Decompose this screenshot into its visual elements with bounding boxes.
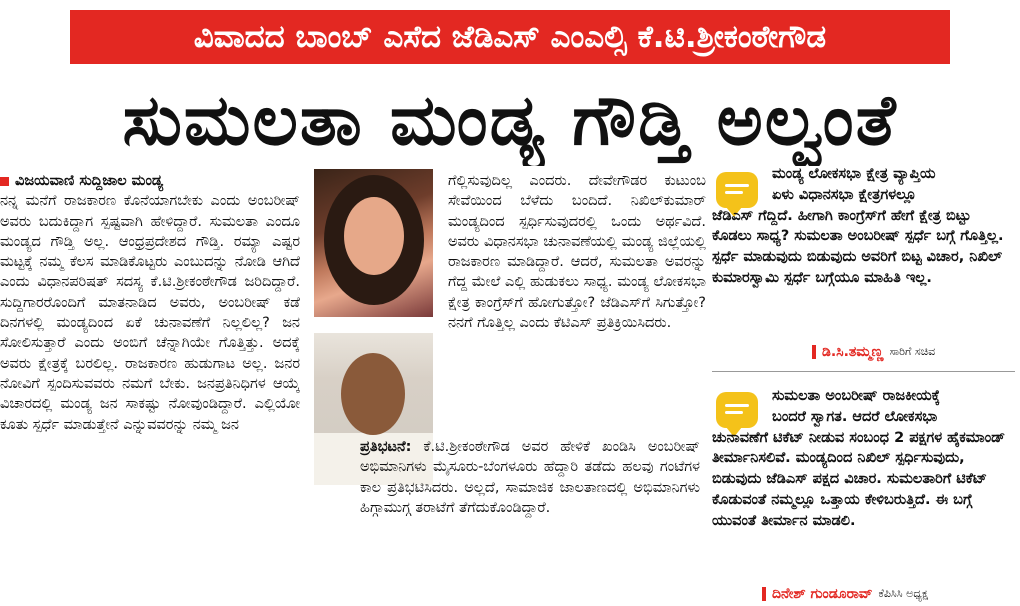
dateline-square-icon: [0, 177, 9, 186]
quote-name: ಡಿ.ಸಿ.ತಮ್ಮಣ್ಣ: [822, 344, 884, 360]
photo-face: [341, 353, 405, 435]
quote-name: ದಿನೇಶ್ ಗುಂಡೂರಾವ್: [772, 586, 873, 602]
reaction-label: ಪ್ರತಿಭಟನೆ:: [360, 439, 412, 455]
article-column-2-bottom: [360, 437, 700, 606]
headline: ಸುಮಲತಾ ಮಂಡ್ಯ ಗೌಡ್ತಿ ಅಲ್ವಂತೆ: [122, 79, 898, 161]
quote-rest: ಜೆಡಿಎಸ್ ಗೆದ್ದಿದೆ. ಹೀಗಾಗಿ ಕಾಂಗ್ರೆಸ್‌ಗೆ ಹೇಗೆ ಕ್ಷೇತ್ರ ಬಿಟ್ಟು ಕೊಡಲು ಸಾಧ್ಯ? ಸುಮಲತಾ ಅಂಬರೀಷ್ ಸ್ಪರ್ಧೆ ಬಗ್ಗೆ ಗೊತ್ತಿಲ್ಲ. ಸ್ಪರ್ಧೆ ಮಾಡುವುದು ಬಿಡುವುದು ಅವರಿಗೆ ಬಿಟ್ಟ ವಿಚಾರ, ನಿಖಿಲ್ ಕುಮಾರಸ್ವಾಮಿ ಸ್ಪರ್ಧೆ ಬಗ್ಗೆಯೂ ಮಾಹಿತಿ ಇಲ್ಲ.: [712, 207, 1004, 286]
attribution-bar: [812, 345, 816, 359]
quote-attribution: [762, 584, 928, 605]
quote-box-dinesh: [712, 380, 1015, 606]
dateline: [0, 171, 300, 191]
attribution-bar: [762, 587, 766, 601]
quote-attribution: [812, 342, 935, 363]
dateline-text: ವಿಜಯವಾಣಿ ಸುದ್ದಿಜಾಲ ಮಂಡ್ಯ: [15, 173, 164, 189]
article-column-1: [0, 171, 300, 606]
quote-line-2: ಏಳು ವಿಧಾನಸಭಾ ಕ್ಷೇತ್ರಗಳಲ್ಲೂ: [772, 186, 917, 203]
photo-face: [344, 197, 404, 275]
quote-divider: [712, 371, 1015, 372]
sumalatha-photo: [314, 169, 433, 317]
kicker-banner: ವಿವಾದದ ಬಾಂಬ್ ಎಸೆದ ಜೆಡಿಎಸ್ ಎಂಎಲ್ಸಿ ಕೆ.ಟಿ.ಶ್ರೀಕಂಠೇಗೌಡ: [70, 10, 950, 64]
quote-box-thammanna: [712, 164, 1015, 369]
article-column-2-top: [448, 171, 706, 437]
article-body-2: ಗೆಲ್ಲಿಸುವುದಿಲ್ಲ ಎಂದರು. ದೇವೇಗೌಡರ ಕುಟುಂಬ ಸೇವೆಯಿಂದ ಬೆಳೆದು ಬಂದಿದೆ. ನಿಖಿಲ್‌ಕುಮಾರ್ ಮಂಡ್ಯದಿಂದ ಸ್ಪರ್ಧಿಸುವುದರಲ್ಲಿ ಒಂದು ಅರ್ಥವಿದೆ. ಅವರು ವಿಧಾನಸಭಾ ಚುನಾವಣೆಯಲ್ಲಿ ಮಂಡ್ಯ ಜಿಲ್ಲೆಯಲ್ಲಿ ರಾಜಕಾರಣ ಮಾಡಿದ್ದಾರೆ. ಆದರೆ, ಸುಮಲತಾ ಅವರನ್ನು ಗೆದ್ದ ಮೇಲೆ ಎಲ್ಲಿ ಹುಡುಕಲು ಸಾಧ್ಯ. ಮಂಡ್ಯ ಲೋಕಸಭಾ ಕ್ಷೇತ್ರ ಕಾಂಗ್ರೆಸ್‌ಗೆ ಹೋಗುತ್ತೋ? ಜೆಡಿಎಸ್‌ಗೆ ಸಿಗುತ್ತೋ? ನನಗೆ ಗೊತ್ತಿಲ್ಲ ಎಂದು ಕೆಟಿಎಸ್ ಪ್ರತಿಕ್ರಿಯಿಸಿದರು.: [448, 173, 706, 332]
quote-role: ಸಾರಿಗೆ ಸಚಿವ: [889, 345, 936, 358]
quote-role: ಕೆಪಿಸಿಸಿ ಅಧ್ಯಕ್ಷ: [878, 587, 928, 600]
quote-line-2: ಬಂದರೆ ಸ್ವಾಗತ. ಆದರೆ ಲೋಕಸಭಾ: [772, 408, 938, 425]
quote-rest: ಚುನಾವಣೆಗೆ ಟಿಕೆಟ್ ನೀಡುವ ಸಂಬಂಧ 2 ಪಕ್ಷಗಳ ಹೈಕಮಾಂಡ್ ತೀರ್ಮಾನಿಸಲಿವೆ. ಮಂಡ್ಯದಿಂದ ನಿಖಿಲ್ ಸ್ಪರ್ಧಿಸುವುದು, ಬಿಡುವುದು ಜೆಡಿಎಸ್ ಪಕ್ಷದ ವಿಚಾರ. ಸುಮಲತಾರಿಗೆ ಟಿಕೆಟ್ ಕೊಡುವಂತೆ ನಮ್ಮಲ್ಲೂ ಒತ್ತಾಯ ಕೇಳಿಬರುತ್ತಿದೆ. ಈ ಬಗ್ಗೆ ಯುವಂತೆ ತೀರ್ಮಾನ ಮಾಡಲಿ.: [712, 429, 1006, 529]
quote-line-1: ಮಂಡ್ಯ ಲೋಕಸಭಾ ಕ್ಷೇತ್ರ ವ್ಯಾಪ್ತಿಯ: [772, 166, 936, 182]
article-body-3: [360, 437, 700, 518]
quote-text: [712, 164, 1015, 289]
quote-line-1: ಸುಮಲತಾ ಅಂಬರೀಷ್ ರಾಜಕೀಯಕ್ಕೆ: [772, 388, 941, 404]
reaction-text: ಕೆ.ಟಿ.ಶ್ರೀಕಂಠೇಗೌಡ ಅವರ ಹೇಳಿಕೆ ಖಂಡಿಸಿ ಅಂಬರೀಷ್ ಅಭಿಮಾನಿಗಳು ಮೈಸೂರು-ಬೆಂಗಳೂರು ಹೆದ್ದಾರಿ ತಡೆದು ಹಲವು ಗಂಟೆಗಳ ಕಾಲ ಪ್ರತಿಭಟಿಸಿದರು. ಅಲ್ಲದೆ, ಸಾಮಾಜಿಕ ಜಾಲತಾಣದಲ್ಲಿ ಅಭಿಮಾನಿಗಳು ಹಿಗ್ಗಾಮುಗ್ಗ ತರಾಟೆಗೆ ತೆಗೆದುಕೊಂಡಿದ್ದಾರೆ.: [360, 439, 700, 516]
article-body-1: ನನ್ನ ಮನೆಗೆ ರಾಜಕಾರಣ ಕೊನೆಯಾಗಬೇಕು ಎಂದು ಅಂಬರೀಷ್ ಅವರು ಬದುಕಿದ್ದಾಗ ಸ್ಪಷ್ಟವಾಗಿ ಹೇಳಿದ್ದಾರೆ. ಸುಮಲತಾ ಎಂದೂ ಮಂಡ್ಯದ ಗೌಡ್ತಿ ಅಲ್ಲ. ಆಂಧ್ರಪ್ರದೇಶದ ಗೌಡ್ತಿ. ರಮ್ಯಾ ಎಷ್ಟರ ಮಟ್ಟಕ್ಕೆ ನಮ್ಮ ಕೆಲಸ ಮಾಡಿಕೊಟ್ಟರು ಎಂಬುದನ್ನು ನೋಡಿ ಆಗಿದೆ ಎಂದು ವಿಧಾನಪರಿಷತ್ ಸದಸ್ಯ ಕೆ.ಟಿ.ಶ್ರೀಕಂಠೇಗೌಡ ಜರಿದಿದ್ದಾರೆ. ಸುದ್ದಿಗಾರರೊಂದಿಗೆ ಮಾತನಾಡಿದ ಅವರು, ಅಂಬರೀಷ್ ಕಡೆ ದಿನಗಳಲ್ಲಿ ಮಂಡ್ಯದಿಂದ ಏಕೆ ಚುನಾವಣೆಗೆ ನಿಲ್ಲಲಿಲ್ಲ? ಜನ ಸೋಲಿಸುತ್ತಾರೆ ಎಂದು ಅಂಬಿಗೆ ಚೆನ್ನಾಗಿಯೇ ಗೊತ್ತಿತ್ತು. ಅದಕ್ಕೆ ಅವರು ಕ್ಷೇತ್ರಕ್ಕೆ ಬರಲಿಲ್ಲ. ರಾಜಕಾರಣ ಹುಡುಗಾಟ ಅಲ್ಲ. ಜನರ ನೋವಿಗೆ ಸ್ಪಂದಿಸುವವರು ನಮಗೆ ಬೇಕು. ಜನಪ್ರತಿನಿಧಿಗಳ ಆಯ್ಕೆ ವಿಚಾರದಲ್ಲಿ ಮಂಡ್ಯ ಜನ ಸಾಕಷ್ಟು ನೋವುಂಡಿದ್ದಾರೆ. ಎಲ್ಲಿಯೋ ಕೂತು ಸ್ಪರ್ಧೆ ಮಾಡುತ್ತೇನೆ ಎನ್ನುವವರನ್ನು ನಮ್ಮ ಜನ: [0, 193, 300, 433]
quote-text: [712, 386, 1015, 532]
